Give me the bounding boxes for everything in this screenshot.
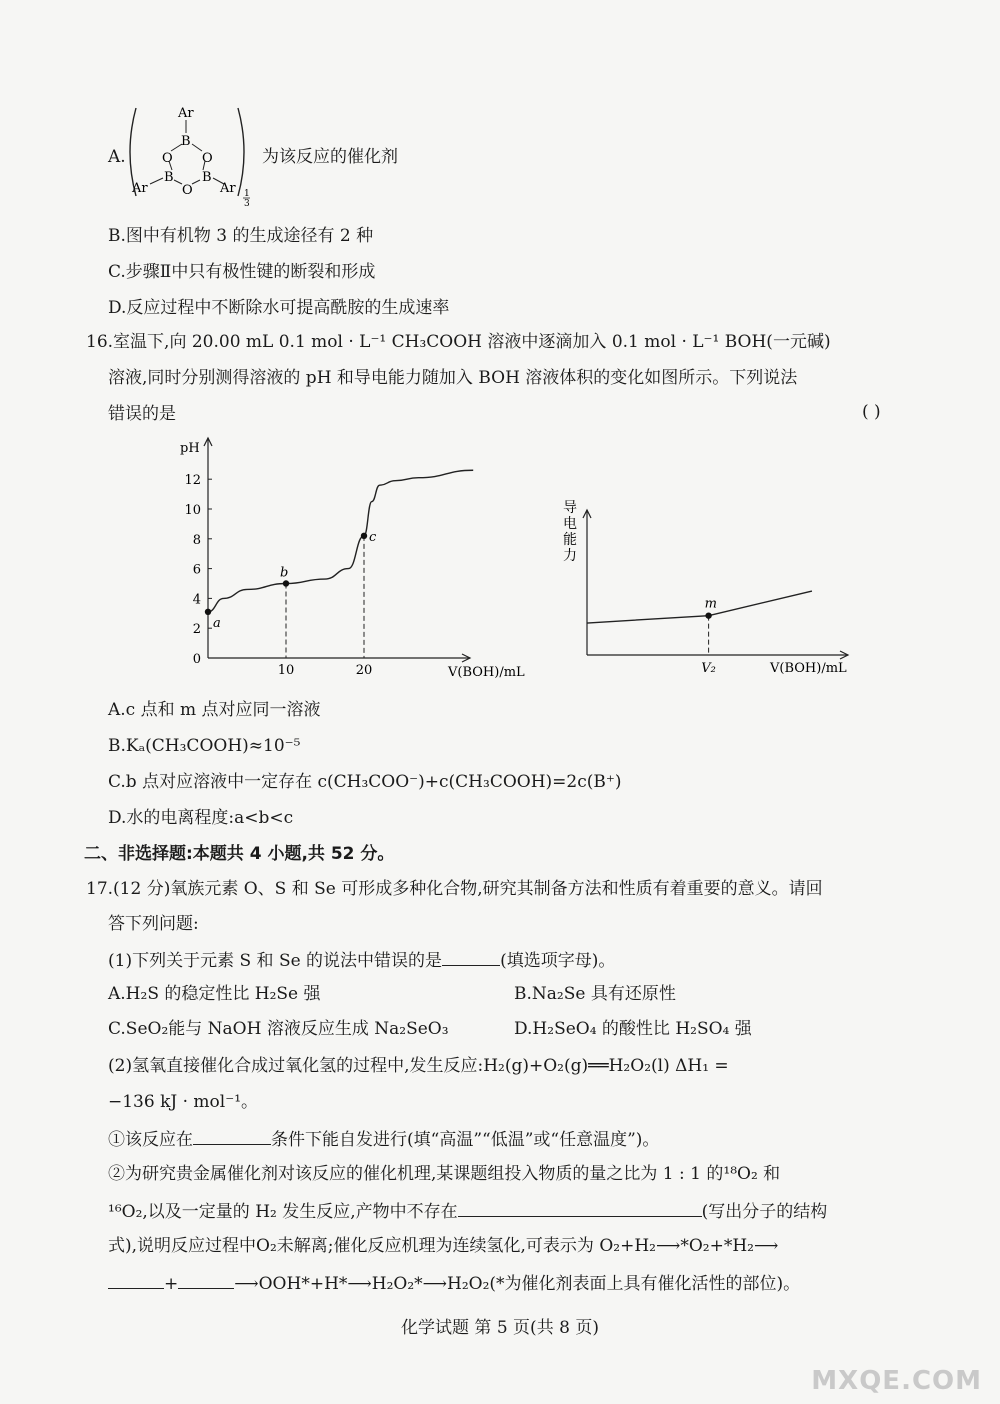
watermark: MXQE.COM xyxy=(811,1366,982,1396)
ph-y-tick-label: 8 xyxy=(192,532,201,548)
cond-point-label-m: m xyxy=(704,596,717,612)
q17-option-b: B.Na₂Se 具有还原性 xyxy=(514,984,676,1004)
ph-y-tick-label: 12 xyxy=(184,473,201,489)
q16-line2: 溶液,同时分别测得溶液的 pH 和导电能力随加入 BOH 溶液体积的变化如图所示。下列说法 xyxy=(108,368,798,388)
answer-blank-4[interactable] xyxy=(108,1270,164,1289)
q17-sub1-text: ①该反应在 xyxy=(108,1130,193,1150)
q17-sub2-line4 xyxy=(108,1270,800,1296)
ph-curve xyxy=(208,470,473,612)
oxygen-atom-2: O xyxy=(202,151,213,166)
q16-option-b: B.Kₐ(CH₃COOH)≈10⁻⁵ xyxy=(108,736,301,756)
cond-axis-label-char: 导 xyxy=(563,500,577,516)
q17-part2-line2: −136 kJ · mol⁻¹。 xyxy=(108,1092,259,1112)
option-c: C.步骤Ⅱ中只有极性键的断裂和形成 xyxy=(108,262,376,282)
answer-blank-2[interactable] xyxy=(193,1126,271,1145)
q17-sub1-tail: 条件下能自发进行(填“高温”“低温”或“任意温度”)。 xyxy=(271,1130,660,1150)
q17-part1 xyxy=(108,947,615,973)
ar-right-label: Ar xyxy=(220,181,236,196)
fraction-denominator: 3 xyxy=(244,199,250,208)
ph-x-tick-label: 20 xyxy=(355,663,373,678)
q17-sub2-line1: ②为研究贵金属催化剂对该反应的催化机理,某课题组投入物质的量之比为 1 : 1 的¹⁸O₂ 和 xyxy=(108,1164,781,1184)
boron-atom-1: B xyxy=(181,134,191,149)
q17-sub1 xyxy=(108,1126,659,1152)
q17-option-d: D.H₂SeO₄ 的酸性比 H₂SO₄ 强 xyxy=(514,1019,752,1039)
cond-axis-label-char: 电 xyxy=(563,516,577,532)
page-footer: 化学试题 第 5 页(共 8 页) xyxy=(401,1318,599,1338)
cond-point-m xyxy=(705,612,711,618)
ph-y-tick-label: 4 xyxy=(192,592,201,608)
q16-option-c: C.b 点对应溶液中一定存在 c(CH₃COO⁻)+c(CH₃COOH)=2c(B⁺) xyxy=(108,772,622,792)
cond-line xyxy=(587,591,812,623)
q16-option-a: A.c 点和 m 点对应同一溶液 xyxy=(108,700,321,720)
q17-sub2-line4-tail: ⟶OOH*+H*⟶H₂O₂*⟶H₂O₂(*为催化剂表面上具有催化活性的部位)。 xyxy=(234,1274,801,1294)
option-b: B.图中有机物 3 的生成途径有 2 种 xyxy=(108,226,374,246)
q17-part2-line1: (2)氢氧直接催化合成过氧化氢的过程中,发生反应:H₂(g)+O₂(g)══H₂O₂(l) ΔH₁ = xyxy=(108,1056,729,1076)
q17-sub2-tail: (写出分子的结构 xyxy=(701,1202,828,1222)
q16-line3: 错误的是 xyxy=(108,404,176,424)
ph-point-label-c: c xyxy=(369,529,377,545)
q16-line1: 16.室温下,向 20.00 mL 0.1 mol · L⁻¹ CH₃COOH 溶液中逐滴加入 0.1 mol · L⁻¹ BOH(一元碱) xyxy=(86,332,831,352)
q17-option-c: C.SeO₂能与 NaOH 溶液反应生成 Na₂SeO₃ xyxy=(108,1019,449,1039)
oxygen-atom-3: O xyxy=(182,183,193,198)
answer-parentheses: ( ) xyxy=(862,402,881,422)
ph-point-b xyxy=(283,580,289,586)
ph-y-tick-label: 2 xyxy=(192,622,201,638)
cond-axis-label-char: 能 xyxy=(563,532,577,548)
cond-x-tick-label: V₂ xyxy=(701,661,716,676)
ph-point-label-b: b xyxy=(280,565,289,581)
q17-option-a: A.H₂S 的稳定性比 H₂Se 强 xyxy=(108,984,321,1004)
conductivity-chart xyxy=(550,490,870,690)
cond-axis-label-char: 力 xyxy=(563,548,577,564)
ph-point-c xyxy=(361,533,367,539)
q17-sub2-line2 xyxy=(108,1198,827,1224)
option-d: D.反应过程中不断除水可提高酰胺的生成速率 xyxy=(108,298,450,318)
cond-x-axis-label: V(BOH)/mL xyxy=(770,661,847,676)
q17-part1-text: (1)下列关于元素 S 和 Se 的说法中错误的是 xyxy=(108,951,443,971)
fraction-numerator: 1 xyxy=(244,189,250,199)
plus-sign: + xyxy=(164,1274,179,1294)
q17-sub2-line3: 式),说明反应过程中O₂未解离;催化反应机理为连续氢化,可表示为 O₂+H₂⟶*O₂+*H₂⟶ xyxy=(108,1236,779,1256)
boron-atom-3: B xyxy=(202,170,212,185)
ph-point-a xyxy=(205,609,211,615)
option-a-text: 为该反应的催化剂 xyxy=(262,147,398,167)
answer-blank-5[interactable] xyxy=(178,1270,234,1289)
ph-chart xyxy=(170,430,540,690)
answer-blank-3[interactable] xyxy=(458,1198,702,1217)
answer-blank-1[interactable] xyxy=(442,947,500,966)
ph-x-axis-label: V(BOH)/mL xyxy=(448,665,525,680)
ph-y-tick-label: 0 xyxy=(192,652,201,667)
ph-axis-label: pH xyxy=(180,441,200,456)
section-heading: 二、非选择题:本题共 4 小题,共 52 分。 xyxy=(84,844,395,864)
ph-y-tick-label: 6 xyxy=(192,562,201,578)
boroxine-structure xyxy=(122,100,262,208)
option-a-label: A. xyxy=(108,147,126,167)
oxygen-atom-1: O xyxy=(162,151,173,166)
ph-y-tick-label: 10 xyxy=(184,503,201,518)
q17-part1-tail: (填选项字母)。 xyxy=(500,951,616,971)
q17-line2: 答下列问题: xyxy=(108,914,199,934)
ph-x-tick-label: 10 xyxy=(277,663,295,678)
ar-left-label: Ar xyxy=(132,181,148,196)
q17-sub2-text: ¹⁶O₂,以及一定量的 H₂ 发生反应,产物中不存在 xyxy=(108,1202,458,1222)
q16-option-d: D.水的电离程度:a<b<c xyxy=(108,808,294,828)
ar-top-label: Ar xyxy=(178,106,194,121)
q17-line1: 17.(12 分)氧族元素 O、S 和 Se 可形成多种化合物,研究其制备方法和性质有着重要的意义。请回 xyxy=(86,879,823,899)
ph-point-label-a: a xyxy=(213,615,221,631)
boron-atom-2: B xyxy=(164,170,174,185)
